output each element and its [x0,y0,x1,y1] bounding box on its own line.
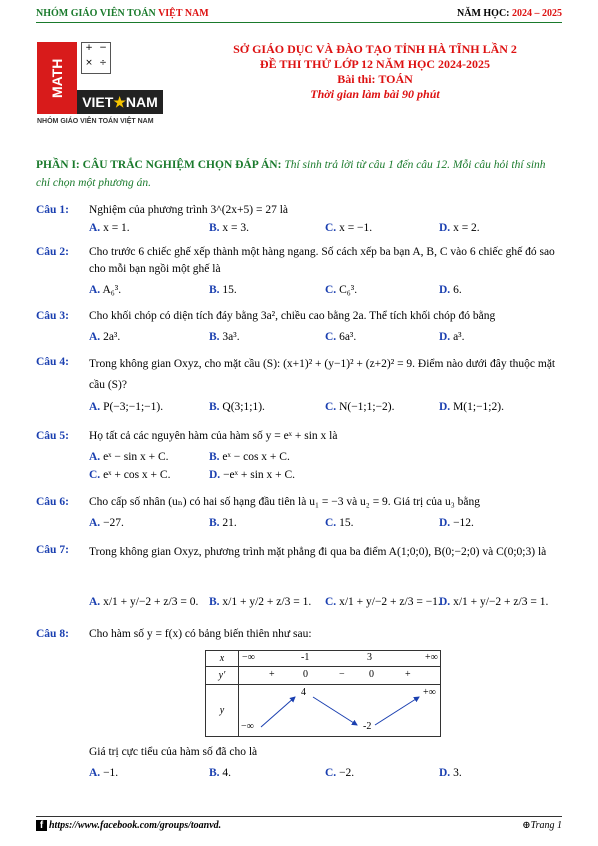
question-label: Câu 1: [36,204,69,216]
row-dy-label: y′ [206,667,239,685]
footer [36,816,562,831]
question-label: Câu 2: [36,246,69,258]
exam-subject: Bài thi: TOÁN [337,72,413,86]
option-d: D. 3. [439,767,462,779]
variation-table [205,650,441,737]
question-label: Câu 4: [36,356,69,368]
variation-arrows [239,685,443,737]
y-min: -2 [363,721,372,732]
option-b: B. 4. [209,767,232,779]
x-value: 3 [367,652,372,663]
option-d: D. a³. [439,331,465,343]
question-label: Câu 3: [36,310,69,322]
logo-brand: VIET★NAM [77,90,163,114]
options [89,329,559,346]
question-label: Câu 6: [36,496,69,508]
options [89,765,559,782]
dy-sign: + [269,669,275,680]
option-c: C. C₆³. [325,284,358,296]
question-text: Trong không gian Oxyz, phương trình mặt phẳng đi qua ba điểm A(1;0;0), B(0;−2;0) và C(0;0;3) là [89,546,547,558]
option-d: D. 6. [439,284,462,296]
school-year: NĂM HỌC: 2024 – 2025 [457,8,562,19]
x-value: -1 [301,652,310,663]
options-row-2 [89,467,559,484]
question-text: Cho cấp số nhân (uₙ) có hai số hạng đầu tiên là u₁ = −3 và u₂ = 9. Giá trị của u₃ bằng [89,496,480,508]
options [89,449,559,466]
dy-sign: + [405,669,411,680]
exam-duration: Thời gian làm bài 90 phút [310,87,440,101]
question-8 [36,626,562,644]
dy-zero: 0 [303,669,308,680]
question-8-answers [36,744,562,782]
facebook-link[interactable] [36,820,221,831]
option-b: B. 3a³. [209,331,240,343]
option-c: C. 15. [325,517,354,529]
row-y-label: y [206,685,239,737]
logo-math-text: MATH [37,42,77,114]
option-d: D. −eˣ + sin x + C. [209,469,296,481]
y-start: −∞ [241,721,254,732]
option-a: A. P(−3;−1;−1). [89,401,164,413]
dy-sign: − [339,669,345,680]
option-a: A. A₆³. [89,284,122,296]
option-b: B. x/1 + y/2 + z/3 = 1. [209,596,312,608]
group-name: NHÓM GIÁO VIÊN TOÁN VIỆT NAM [36,8,209,19]
question-text: Nghiệm của phương trình 3^(2x+5) = 27 là [89,204,288,216]
page-number: ⊕Trang 1 [522,820,562,831]
question-label: Câu 8: [36,628,69,640]
question-text: Họ tất cả các nguyên hàm của hàm số y = eˣ + sin x là [89,430,338,442]
option-d: D. x = 2. [439,222,480,234]
question-label: Câu 5: [36,430,69,442]
option-c: C. x/1 + y/−2 + z/3 = −1. [325,596,441,608]
option-d: D. −12. [439,517,474,529]
option-d: D. M(1;−1;2). [439,401,504,413]
x-value: −∞ [242,652,255,663]
option-c: C. 6a³. [325,331,357,343]
facebook-url: https://www.facebook.com/groups/toanvd. [49,820,222,831]
star-icon: ★ [113,94,126,110]
part-one-heading [36,156,562,192]
option-c: C. N(−1;1;−2). [325,401,395,413]
option-b: B. 15. [209,284,237,296]
question-2 [36,244,562,300]
option-b: B. x = 3. [209,222,250,234]
logo [37,42,170,130]
option-b: B. 21. [209,517,237,529]
question-7 [36,542,562,612]
options [89,220,559,237]
question-1 [36,202,562,238]
question-text: Giá trị cực tiểu của hàm số đã cho là [89,746,258,758]
option-a: A. x = 1. [89,222,130,234]
options [89,399,559,416]
x-value: +∞ [425,652,438,663]
option-c: C. eˣ + cos x + C. [89,469,171,481]
option-d: D. x/1 + y/−2 + z/3 = 1. [439,596,549,608]
facebook-icon: f [36,820,47,831]
arrow-down [313,697,357,725]
options [89,515,559,532]
question-text: Cho khối chóp có diện tích đáy bằng 3a², chiều cao bằng 2a. Thể tích khối chóp đó bằng [89,310,496,322]
options [89,594,559,611]
exam-title-block [190,42,560,102]
option-b: B. Q(3;1;1). [209,401,265,413]
question-text: Cho trước 6 chiếc ghế xếp thành một hàng ngang. Số cách xếp ba bạn A, B, C vào 6 chiếc ghế đó sao cho mỗi bạn ngồi một ghế là [89,246,555,275]
row-x-label: x [206,651,239,667]
question-3 [36,308,562,346]
question-label: Câu 7: [36,544,69,556]
question-4 [36,354,562,416]
option-a: A. 2a³. [89,331,121,343]
part-instruction: Thí sinh trả lời từ câu 1 đến câu 12. Mỗi câu hỏi thí sinh chỉ chọn một phương án. [36,159,546,189]
y-end: +∞ [423,687,436,698]
option-a: A. −27. [89,517,124,529]
options [89,282,559,299]
question-text: Trong không gian Oxyz, cho mặt cầu (S): (x+1)² + (y−1)² + (z+2)² = 9. Điểm nào dưới đây thuộc mặt cầu (S)? [89,358,556,391]
part-title: PHẦN I: CÂU TRẮC NGHIỆM CHỌN ĐÁP ÁN: [36,159,282,171]
top-header-bar [36,8,562,23]
option-a: A. −1. [89,767,119,779]
question-text: Cho hàm số y = f(x) có bảng biến thiên như sau: [89,628,312,640]
option-b: B. eˣ − cos x + C. [209,451,290,463]
arrow-up [261,697,295,727]
dy-zero: 0 [369,669,374,680]
option-a: A. x/1 + y/−2 + z/3 = 0. [89,596,199,608]
arrow-up [375,697,419,725]
exam-name: ĐỀ THI THỬ LỚP 12 NĂM HỌC 2024-2025 [259,57,491,71]
option-a: A. eˣ − sin x + C. [89,451,169,463]
y-max: 4 [301,687,306,698]
option-c: C. x = −1. [325,222,373,234]
logo-subtitle: NHÓM GIÁO VIÊN TOÁN VIỆT NAM [37,118,154,125]
calculator-icon: + − × ÷ [81,42,111,74]
exam-org: SỞ GIÁO DỤC VÀ ĐÀO TẠO TỈNH HÀ TĨNH LẦN 2 [233,42,517,56]
question-6 [36,494,562,532]
question-5 [36,428,562,484]
option-c: C. −2. [325,767,355,779]
